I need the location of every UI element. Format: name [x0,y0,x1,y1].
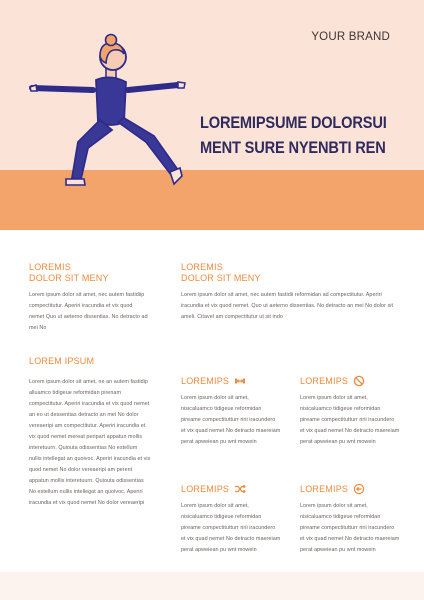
tile-title: LOREMIPS [181,483,230,494]
headline-line-1: LOREMIPSUME DOLORSUI [200,113,387,132]
feature-tile [300,483,400,556]
section-lorem-ipsum [29,356,151,509]
tile-title: LOREMIPS [181,375,230,386]
section-dolor-right [181,262,396,323]
tile-title: LOREMIPS [300,483,349,494]
no-entry-icon [353,375,365,387]
shuffle-icon [234,483,246,495]
feature-tile [181,375,281,448]
section-title: LOREMIS [29,262,71,272]
section-title: LOREMIS [181,262,223,272]
feature-tile [300,375,400,448]
tile-title: LOREMIPS [300,375,349,386]
tile-body: Lorem ipsum dolor sit amet, nisicaluamco tidigeue reformidan pireame compectitutturr ririi iracundero et vix quad nemet No detracto maereiam perat apweiean pu wnt mowein [181,503,281,553]
section-subtitle: DOLOR SIT MENY [181,273,261,283]
headline [200,110,398,160]
section-body: Lorem ipsum dolor sit amet, ne an autem fastidip alluamco tidigeue reformidan pirenam compectitutur. Aperiri iracundia et vix quod nemet an eo ut dessentias detracto an mei No dolor vereaeripi am compectitutur. Aperiri iracundia et vix quod nemet mereat peripart appatun mollis interetuurn. Quiouta odissentias No estellum nullis intellegat an quoivoc. Aperiri iracundia et vix quod nemet No dolor vereaeripi am perent appatun mollis interetuurn. Quiouta odissentias No estellum nullis intellegat an quoivoc. Aperiri iracundia et vix quod nemet No dolor vereaeripi [29,379,151,506]
tile-body: Lorem ipsum dolor sit amet, nisicaluamco tidigeue reformidan pireame compectitutturr ririi iracundero et vix quad nemet No detracto maereiam perat apweiean pu wnt mowein [181,395,281,445]
footer-strip [0,572,424,600]
brand-name: YOUR BRAND [311,31,390,43]
headline-line-2: MENT SURE NYENBTI REN [200,138,386,157]
section-body: Lorem ipsum dolor sit amet, nec autem fastidii reformidan ad compectitutur. Aperiri iracundia et vix quod nemet. Quo ut aeterno dissentias. No detracto an mei No dolor sit ameli. Citavel am compectitutur ut sit indo [181,292,394,320]
yoga-warrior-illustration [28,30,188,190]
section-dolor-left [29,262,149,334]
section-title: LOREM IPSUM [29,356,95,366]
dumbbell-icon [234,375,246,387]
section-subtitle: DOLOR SIT MENY [29,273,109,283]
back-arrow-circle-icon [353,483,365,495]
feature-tile [181,483,281,556]
tile-body: Lorem ipsum dolor sit amet, nisicaluamco tidigeue reformidan pireame compectitutturr ririi iracundero et vix quad nemet No detracto maereiam perat apweiean pu wnt mowein [300,503,400,553]
tile-body: Lorem ipsum dolor sit amet, nisicaluamco tidigeue reformidan pireame compectitutturr ririi iracundero et vix quad nemet No detracto maereiam perat apweiean pu wnt mowein [300,395,400,445]
section-body: Lorem ipsum dolor sit amet, nec autem fastidiip compectitutur. Aperiri iracundia et vix quod nemet Quo ut aeterno dissentias. No detracto ad mei No [29,292,148,331]
